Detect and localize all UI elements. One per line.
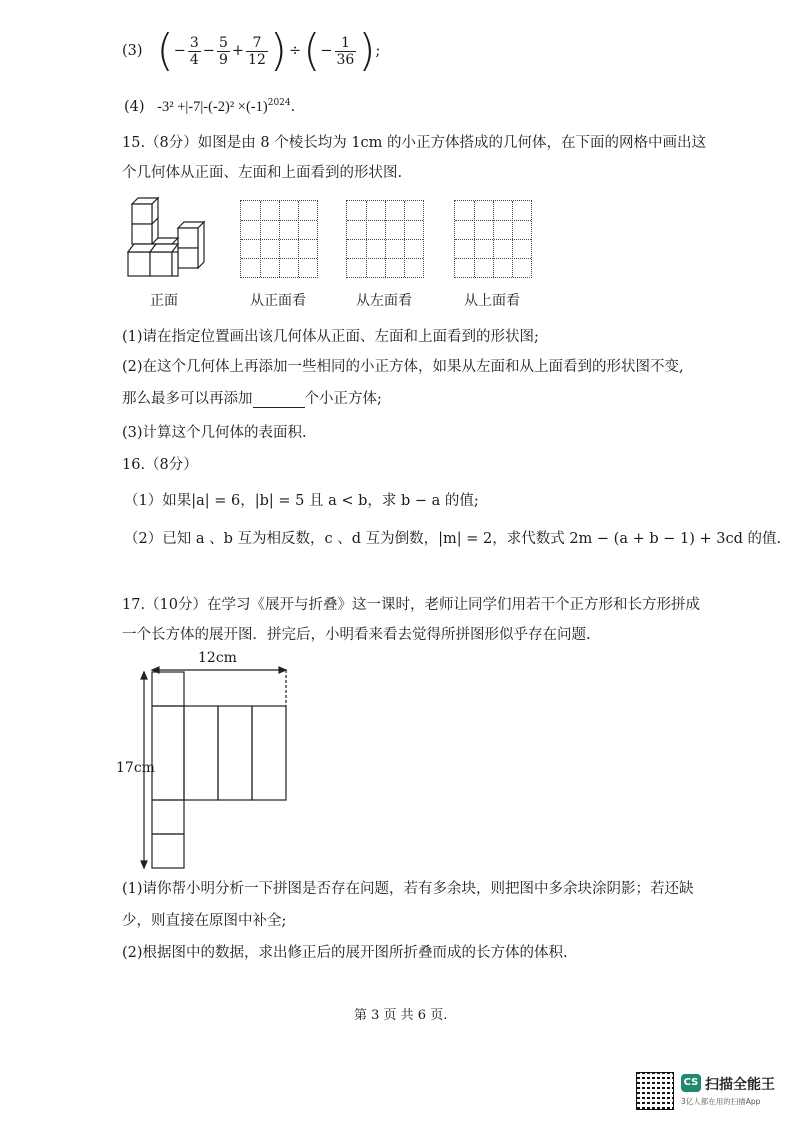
q14-p4-label: (4) bbox=[124, 98, 145, 115]
answer-blank[interactable] bbox=[253, 393, 305, 408]
q14-part3: (3) ( − $\frac{3}{4}$ − $\frac{5}{9}$ + $\frac{7}{12}$ ) ÷ ( − $\frac{1}{36}$ ) ; bbox=[122, 25, 381, 76]
q14-p3-label: (3) bbox=[122, 43, 143, 59]
page-number: 第 3 页 共 6 页. bbox=[354, 1008, 448, 1023]
brand-name: 扫描全能王 bbox=[705, 1077, 775, 1093]
q15-stem-line2: 个几何体从正面、左面和上面看到的形状图. bbox=[122, 165, 403, 181]
q15-sub2b: 那么最多可以再添加 个小正方体; bbox=[122, 391, 382, 407]
grid-top-view bbox=[454, 200, 532, 278]
q17-sub1a: (1)请你帮小明分析一下拼图是否存在问题，若有多余块，则把图中多余块涂阴影；若还缺 bbox=[122, 881, 694, 897]
right-paren: ) bbox=[358, 25, 376, 76]
box-net-diagram bbox=[130, 660, 300, 872]
q16-sub1: （1）如果|a| = 6，|b| = 5 且 a < b，求 b − a 的值; bbox=[124, 493, 479, 509]
q14-part4: (4) $-3^2 +|-7|-(-2)^2 \times(-1)^{2024}$. bbox=[124, 98, 296, 115]
q16-title: 16.（8分） bbox=[122, 457, 198, 473]
left-paren: ( bbox=[303, 25, 321, 76]
q16-sub2: （2）已知 a 、b 互为相反数，c 、d 互为倒数，|m| = 2，求代数式 2m − (a + b − 1) + 3cd 的值. bbox=[124, 531, 782, 547]
q15-sub2a: (2)在这个几何体上再添加一些相同的小正方体，如果从左面和从上面看到的形状图不变, bbox=[122, 359, 684, 375]
left-paren: ( bbox=[156, 25, 174, 76]
dim-height-label: 17cm bbox=[116, 760, 155, 776]
grid-front-view bbox=[240, 200, 318, 278]
q14-p4-expr: -3² +|-7|-(-2)² ×(-1) bbox=[157, 98, 268, 115]
cs-logo-icon: CS bbox=[681, 1074, 701, 1092]
dim-width-label: 12cm bbox=[198, 650, 237, 666]
fraction: $\frac{7}{12}$ bbox=[248, 34, 266, 68]
q15-stem-line1: 15.（8分）如图是由 8 个棱长均为 1cm 的小正方体搭成的几何体，在下面的网格中画出这 bbox=[122, 135, 707, 151]
right-paren: ) bbox=[269, 25, 288, 76]
brand-tagline: 3亿人都在用的扫描App bbox=[681, 1097, 761, 1106]
fraction: $\frac{5}{9}$ bbox=[218, 34, 228, 68]
fraction: $\frac{1}{36}$ bbox=[336, 34, 355, 68]
cube-solid-figure bbox=[124, 196, 208, 282]
q14-p4-exponent: 2024 bbox=[267, 98, 291, 108]
q15-sub3: (3)计算这个几何体的表面积. bbox=[122, 425, 307, 441]
caption-view-left: 从左面看 bbox=[356, 293, 412, 309]
q17-sub2: (2)根据图中的数据，求出修正后的展开图所折叠而成的长方体的体积. bbox=[122, 945, 568, 961]
q17-sub1b: 少，则直接在原图中补全; bbox=[122, 913, 287, 929]
caption-view-top: 从上面看 bbox=[464, 293, 520, 309]
q15-sub1: (1)请在指定位置画出该几何体从正面、左面和上面看到的形状图; bbox=[122, 329, 539, 345]
fraction: $\frac{3}{4}$ bbox=[189, 34, 199, 68]
q17-stem-line1: 17.（10分）在学习《展开与折叠》这一课时，老师让同学们用若干个正方形和长方形拼成 bbox=[122, 597, 701, 613]
qr-code-icon bbox=[636, 1072, 674, 1110]
q17-stem-line2: 一个长方体的展开图．拼完后，小明看来看去觉得所拼图形似乎存在问题. bbox=[122, 627, 591, 643]
caption-view-front: 从正面看 bbox=[250, 293, 306, 309]
grid-left-view bbox=[346, 200, 424, 278]
caption-front: 正面 bbox=[150, 293, 178, 309]
